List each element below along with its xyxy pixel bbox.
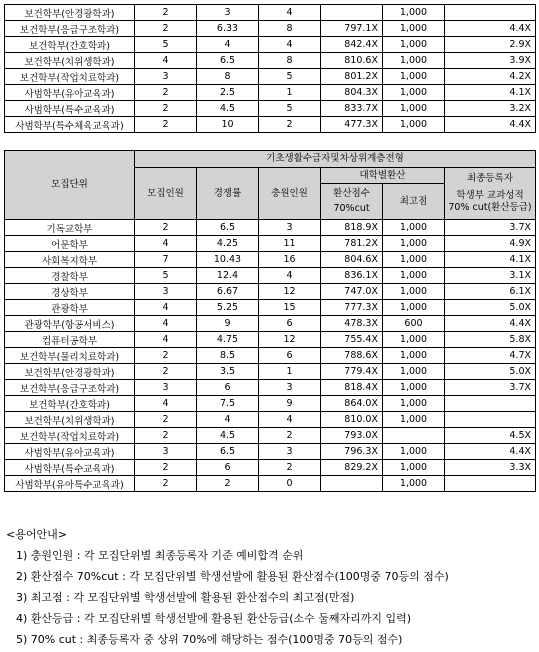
max-score: 1,000: [383, 332, 445, 348]
conv-score-cut: 833.7X: [321, 101, 383, 117]
competition-rate: 10: [197, 117, 259, 133]
conv-score-cut: 842.4X: [321, 37, 383, 53]
enrolled-count: 8: [259, 21, 321, 37]
conv-score-cut: 788.6X: [321, 348, 383, 364]
max-score: 1,000: [383, 364, 445, 380]
conv-score-cut: 810.6X: [321, 53, 383, 69]
recruit-count: 5: [135, 268, 197, 284]
final-grade-cut: 4.1X: [445, 85, 536, 101]
competition-rate: 6: [197, 380, 259, 396]
max-score: 1,000: [383, 252, 445, 268]
unit-name: 보건학부(물리치료학과): [5, 348, 135, 364]
competition-rate: 10.43: [197, 252, 259, 268]
max-score: 1,000: [383, 396, 445, 412]
enrolled-count: 0: [259, 476, 321, 492]
table-row: [5, 220, 536, 236]
recruit-count: 7: [135, 252, 197, 268]
unit-name: 경상학부: [5, 284, 135, 300]
final-grade-cut: [445, 412, 536, 428]
enrolled-count: 6: [259, 316, 321, 332]
max-score: 1,000: [383, 21, 445, 37]
max-score: 1,000: [383, 85, 445, 101]
enrolled-count: 3: [259, 220, 321, 236]
header-conv-score-line2: 70%cut: [333, 203, 370, 214]
recruit-count: 3: [135, 284, 197, 300]
enrolled-count: 2: [259, 460, 321, 476]
final-grade-cut: [445, 396, 536, 412]
enrolled-count: 6: [259, 348, 321, 364]
enrolled-count: 9: [259, 396, 321, 412]
glossary-item-1: 1) 충원인원 : 각 모집단위별 최종등록자 기준 예비합격 순위: [16, 549, 304, 562]
competition-rate: 6.67: [197, 284, 259, 300]
table-row: [5, 348, 536, 364]
unit-name: 경찰학부: [5, 268, 135, 284]
competition-rate: 4.75: [197, 332, 259, 348]
conv-score-cut: 804.6X: [321, 252, 383, 268]
recruit-count: 2: [135, 476, 197, 492]
final-grade-cut: 4.1X: [445, 252, 536, 268]
glossary: [4, 524, 535, 650]
table-row: [5, 5, 536, 21]
table-row: [5, 85, 536, 101]
max-score: 1,000: [383, 117, 445, 133]
conv-score-cut: 478.3X: [321, 316, 383, 332]
recruit-count: 2: [135, 348, 197, 364]
recruit-count: 4: [135, 53, 197, 69]
enrolled-count: 5: [259, 69, 321, 85]
recruit-count: 2: [135, 428, 197, 444]
unit-name: 보건학부(작업치료학과): [5, 69, 135, 85]
table-row: [5, 460, 536, 476]
glossary-item-4: 4) 환산등급 : 각 모집단위별 학생선발에 활용된 환산등급(소수 둘째자리까지 입력): [16, 612, 412, 625]
conv-score-cut: 801.2X: [321, 69, 383, 85]
competition-rate: 12.4: [197, 268, 259, 284]
max-score: 600: [383, 316, 445, 332]
unit-name: 관광학부(항공서비스): [5, 316, 135, 332]
max-score: 1,000: [383, 53, 445, 69]
competition-rate: 9: [197, 316, 259, 332]
recruit-count: 2: [135, 101, 197, 117]
glossary-item-2: 2) 환산점수 70%cut : 각 모집단위별 학생선발에 활용된 환산점수(100명중 70등의 점수): [16, 570, 449, 583]
recruit-count: 2: [135, 412, 197, 428]
table-row: [5, 412, 536, 428]
enrolled-count: 4: [259, 37, 321, 53]
max-score: 1,000: [383, 460, 445, 476]
header-max-score: 최고점: [383, 184, 445, 220]
table-row: [5, 252, 536, 268]
header-unit: 모집단위: [5, 151, 135, 220]
header-recruit: 모집인원: [135, 168, 197, 220]
header-univ-conversion: 대학별환산: [321, 168, 445, 184]
final-grade-cut: 3.9X: [445, 53, 536, 69]
results-table-body: [5, 220, 536, 492]
competition-rate: 6: [197, 460, 259, 476]
final-grade-cut: 4.4X: [445, 444, 536, 460]
max-score: 1,000: [383, 69, 445, 85]
enrolled-count: 12: [259, 284, 321, 300]
header-group: 기초생활수급자및차상위계층전형: [135, 151, 536, 168]
competition-rate: 2.5: [197, 85, 259, 101]
max-score: 1,000: [383, 220, 445, 236]
conv-score-cut: 796.3X: [321, 444, 383, 460]
results-table-continued: [4, 4, 536, 133]
table-row: [5, 268, 536, 284]
conv-score-cut: [321, 5, 383, 21]
unit-name: 보건학부(작업치료학과): [5, 428, 135, 444]
unit-name: 사범학부(특수교육과): [5, 460, 135, 476]
recruit-count: 2: [135, 5, 197, 21]
recruit-count: 2: [135, 85, 197, 101]
conv-score-cut: 781.2X: [321, 236, 383, 252]
conv-score-cut: 779.4X: [321, 364, 383, 380]
final-grade-cut: 4.2X: [445, 69, 536, 85]
conv-score-cut: 797.1X: [321, 21, 383, 37]
conv-score-cut: [321, 476, 383, 492]
competition-rate: 4.5: [197, 101, 259, 117]
conv-score-cut: 777.3X: [321, 300, 383, 316]
unit-name: 어문학부: [5, 236, 135, 252]
final-grade-cut: 4.4X: [445, 316, 536, 332]
unit-name: 보건학부(응급구조학과): [5, 380, 135, 396]
table-row: [5, 380, 536, 396]
table-row: [5, 37, 536, 53]
glossary-item-5: 5) 70% cut : 최종등록자 중 상위 70%에 해당하는 점수(100명중 70등의 점수): [16, 633, 403, 646]
recruit-count: 3: [135, 69, 197, 85]
results-table: [4, 150, 536, 492]
recruit-count: 2: [135, 460, 197, 476]
table-row: [5, 284, 536, 300]
recruit-count: 2: [135, 220, 197, 236]
enrolled-count: 4: [259, 268, 321, 284]
table-row: [5, 364, 536, 380]
table-row: [5, 444, 536, 460]
competition-rate: 6.5: [197, 220, 259, 236]
competition-rate: 3.5: [197, 364, 259, 380]
max-score: 1,000: [383, 236, 445, 252]
table-row: [5, 53, 536, 69]
competition-rate: 6.33: [197, 21, 259, 37]
header-final-line1: 최종등록자: [467, 173, 513, 184]
conv-score-cut: 836.1X: [321, 268, 383, 284]
table-row: [5, 428, 536, 444]
final-grade-cut: 5.0X: [445, 364, 536, 380]
unit-name: 사회복지학부: [5, 252, 135, 268]
table-row: [5, 316, 536, 332]
unit-name: 보건학부(응급구조학과): [5, 21, 135, 37]
final-grade-cut: 3.7X: [445, 380, 536, 396]
enrolled-count: 16: [259, 252, 321, 268]
unit-name: 보건학부(안경광학과): [5, 5, 135, 21]
competition-rate: 6.5: [197, 444, 259, 460]
enrolled-count: 15: [259, 300, 321, 316]
table-row: [5, 476, 536, 492]
conv-score-cut: 864.0X: [321, 396, 383, 412]
max-score: 1,000: [383, 101, 445, 117]
max-score: 1,000: [383, 476, 445, 492]
final-grade-cut: 3.7X: [445, 220, 536, 236]
table-row: [5, 21, 536, 37]
enrolled-count: 1: [259, 85, 321, 101]
recruit-count: 4: [135, 332, 197, 348]
recruit-count: 4: [135, 316, 197, 332]
table-row: [5, 117, 536, 133]
enrolled-count: 1: [259, 364, 321, 380]
competition-rate: 3: [197, 5, 259, 21]
conv-score-cut: 755.4X: [321, 332, 383, 348]
unit-name: 사범학부(유아특수교육과): [5, 476, 135, 492]
recruit-count: 2: [135, 21, 197, 37]
recruit-count: 3: [135, 380, 197, 396]
unit-name: 사범학부(유아교육과): [5, 444, 135, 460]
final-grade-cut: 3.1X: [445, 268, 536, 284]
competition-rate: 4.25: [197, 236, 259, 252]
table-row: [5, 300, 536, 316]
table-row: [5, 101, 536, 117]
table-row: [5, 69, 536, 85]
header-final-line2: 학생부 교과성적: [456, 190, 524, 201]
results-table-continued-body: [5, 5, 536, 133]
max-score: 1,000: [383, 412, 445, 428]
header-conv-score: [321, 184, 383, 220]
competition-rate: 5.25: [197, 300, 259, 316]
competition-rate: 4.5: [197, 428, 259, 444]
final-grade-cut: 4.9X: [445, 236, 536, 252]
final-grade-cut: 3.3X: [445, 460, 536, 476]
enrolled-count: 8: [259, 53, 321, 69]
final-grade-cut: 5.8X: [445, 332, 536, 348]
final-grade-cut: 4.5X: [445, 428, 536, 444]
recruit-count: 2: [135, 117, 197, 133]
unit-name: 컴퓨터공학부: [5, 332, 135, 348]
recruit-count: 4: [135, 300, 197, 316]
conv-score-cut: 793.0X: [321, 428, 383, 444]
header-final-line3: 70% cut(환산등급): [448, 202, 532, 213]
recruit-count: 4: [135, 396, 197, 412]
unit-name: 보건학부(치위생학과): [5, 412, 135, 428]
glossary-title: <용어안내>: [6, 528, 67, 541]
header-conv-score-line1: 환산점수: [333, 188, 370, 199]
conv-score-cut: 829.2X: [321, 460, 383, 476]
conv-score-cut: 804.3X: [321, 85, 383, 101]
enrolled-count: 4: [259, 412, 321, 428]
competition-rate: 6.5: [197, 53, 259, 69]
final-grade-cut: 6.1X: [445, 284, 536, 300]
enrolled-count: 2: [259, 117, 321, 133]
final-grade-cut: [445, 476, 536, 492]
enrolled-count: 2: [259, 428, 321, 444]
enrolled-count: 3: [259, 380, 321, 396]
max-score: 1,000: [383, 5, 445, 21]
unit-name: 사범학부(특수교육과): [5, 101, 135, 117]
final-grade-cut: 4.7X: [445, 348, 536, 364]
unit-name: 보건학부(간호학과): [5, 37, 135, 53]
recruit-count: 2: [135, 364, 197, 380]
header-final-registrant: [445, 168, 536, 220]
enrolled-count: 11: [259, 236, 321, 252]
max-score: 1,000: [383, 380, 445, 396]
max-score: 1,000: [383, 268, 445, 284]
unit-name: 보건학부(치위생학과): [5, 53, 135, 69]
max-score: 1,000: [383, 348, 445, 364]
table-row: [5, 332, 536, 348]
competition-rate: 8.5: [197, 348, 259, 364]
enrolled-count: 5: [259, 101, 321, 117]
max-score: 1,000: [383, 284, 445, 300]
unit-name: 사범학부(유아교육과): [5, 85, 135, 101]
max-score: 1,000: [383, 37, 445, 53]
conv-score-cut: 810.0X: [321, 412, 383, 428]
unit-name: 관광학부: [5, 300, 135, 316]
unit-name: 기독교학부: [5, 220, 135, 236]
max-score: 1,000: [383, 444, 445, 460]
competition-rate: 8: [197, 69, 259, 85]
header-competition: 경쟁률: [197, 168, 259, 220]
unit-name: 사범학부(특수체육교육과): [5, 117, 135, 133]
competition-rate: 4: [197, 37, 259, 53]
glossary-item-3: 3) 최고점 : 각 모집단위별 학생선발에 활용된 환산점수의 최고점(만점): [16, 591, 355, 604]
enrolled-count: 4: [259, 5, 321, 21]
max-score: [383, 428, 445, 444]
unit-name: 보건학부(안경광학과): [5, 364, 135, 380]
competition-rate: 4: [197, 412, 259, 428]
competition-rate: 2: [197, 476, 259, 492]
competition-rate: 7.5: [197, 396, 259, 412]
recruit-count: 5: [135, 37, 197, 53]
header-enrolled: 충원인원: [259, 168, 321, 220]
conv-score-cut: 747.0X: [321, 284, 383, 300]
table-row: [5, 236, 536, 252]
final-grade-cut: 4.4X: [445, 21, 536, 37]
final-grade-cut: 4.4X: [445, 117, 536, 133]
recruit-count: 4: [135, 236, 197, 252]
table-row: [5, 396, 536, 412]
conv-score-cut: 477.3X: [321, 117, 383, 133]
final-grade-cut: 2.9X: [445, 37, 536, 53]
final-grade-cut: 3.2X: [445, 101, 536, 117]
enrolled-count: 3: [259, 444, 321, 460]
final-grade-cut: 5.0X: [445, 300, 536, 316]
conv-score-cut: 818.4X: [321, 380, 383, 396]
conv-score-cut: 818.9X: [321, 220, 383, 236]
unit-name: 보건학부(간호학과): [5, 396, 135, 412]
max-score: 1,000: [383, 300, 445, 316]
recruit-count: 3: [135, 444, 197, 460]
enrolled-count: 12: [259, 332, 321, 348]
final-grade-cut: [445, 5, 536, 21]
